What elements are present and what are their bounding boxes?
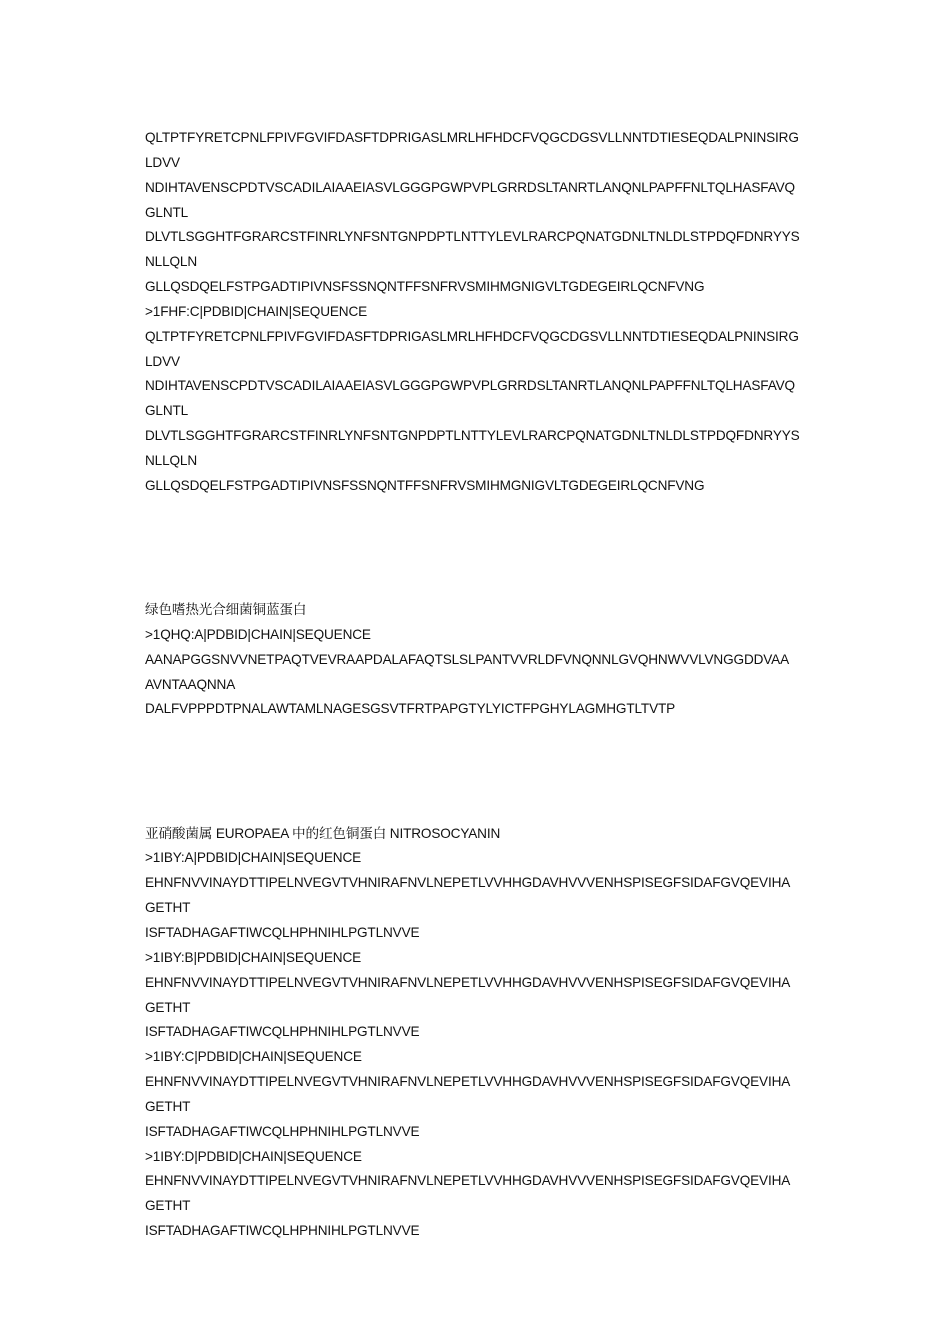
sequence-line: GLLQSDQELFSTPGADTIPIVNSFSSNQNTFFSNFRVSMIHMGNIGVLTGDEGEIRLQCNFVNG — [145, 279, 705, 295]
sequence-line: GLLQSDQELFSTPGADTIPIVNSFSSNQNTFFSNFRVSMIHMGNIGVLTGDEGEIRLQCNFVNG — [145, 477, 705, 493]
fasta-header: >1IBY:C|PDBID|CHAIN|SEQUENCE — [145, 1049, 362, 1065]
sequence-line: DALFVPPPDTPNALAWTAMLNAGESGSVTFRTPAPGTYLYICTFPGHYLAGMHGTLTVTP — [145, 701, 676, 717]
sequence-line: ISFTADHAGAFTIWCQLHPHNIHLPGTLNVVE — [145, 1123, 420, 1139]
sequence-line: ISFTADHAGAFTIWCQLHPHNIHLPGTLNVVE — [145, 1223, 420, 1239]
sequence-line: EHNFNVVINAYDTTIPELNVEGVTVHNIRAFNVLNEPETLVVHHGDAVHVVVENHSPISEGFSIDAFGVQEVIHA — [145, 1173, 791, 1189]
sequence-line: QLTPTFYRETCPNLFPIVFGVIFDASFTDPRIGASLMRLHFHDCFVQGCDGSVLLNNTDTIESEQDALPNINSIRG — [145, 328, 799, 344]
sequence-block-1fhf-c — [145, 300, 845, 499]
sequence-line: DLVTLSGGHTFGRARCSTFINRLYNFSNTGNPDPTLNTTYLEVLRARCPQNATGDNLTNLDLSTPDQFDNRYYS — [145, 428, 800, 444]
section-spacer — [145, 548, 845, 598]
chain-block — [145, 946, 845, 1045]
chain-block — [145, 846, 845, 945]
sequence-line: NLLQLN — [145, 254, 197, 270]
sequence-line: GETHT — [145, 1198, 191, 1214]
sequence-line: EHNFNVVINAYDTTIPELNVEGVTVHNIRAFNVLNEPETLVVHHGDAVHVVVENHSPISEGFSIDAFGVQEVIHA — [145, 974, 791, 990]
section-spacer — [145, 499, 845, 549]
sequence-line: GETHT — [145, 900, 191, 916]
sequence-line: NDIHTAVENSCPDTVSCADILAIAAEIASVLGGGPGWPVPLGRRDSLTANRTLANQNLPAPFFNLTQLHASFAVQ — [145, 378, 795, 394]
fasta-header: >1IBY:A|PDBID|CHAIN|SEQUENCE — [145, 850, 362, 866]
sequence-line: QLTPTFYRETCPNLFPIVFGVIFDASFTDPRIGASLMRLHFHDCFVQGCDGSVLLNNTDTIESEQDALPNINSIRG — [145, 130, 799, 145]
fasta-header: >1FHF:C|PDBID|CHAIN|SEQUENCE — [145, 303, 368, 319]
fasta-header: >1IBY:D|PDBID|CHAIN|SEQUENCE — [145, 1148, 362, 1164]
fasta-header: >1IBY:B|PDBID|CHAIN|SEQUENCE — [145, 949, 362, 965]
sequence-block-1fhf-b — [145, 126, 845, 300]
sequence-line: ISFTADHAGAFTIWCQLHPHNIHLPGTLNVVE — [145, 925, 420, 940]
chain-block — [145, 1045, 845, 1144]
sequence-line: ISFTADHAGAFTIWCQLHPHNIHLPGTLNVVE — [145, 1024, 420, 1040]
sequence-line: EHNFNVVINAYDTTIPELNVEGVTVHNIRAFNVLNEPETLVVHHGDAVHVVVENHSPISEGFSIDAFGVQEVIHA — [145, 1074, 791, 1090]
section-nitrosocyanin — [145, 822, 845, 1244]
document-content — [145, 126, 845, 1244]
section-auracyanin — [145, 598, 845, 722]
sequence-line: EHNFNVVINAYDTTIPELNVEGVTVHNIRAFNVLNEPETLVVHHGDAVHVVVENHSPISEGFSIDAFGVQEVIHA — [145, 875, 791, 891]
sequence-line: LDVV — [145, 353, 180, 369]
section-spacer — [145, 722, 845, 772]
sequence-line: DLVTLSGGHTFGRARCSTFINRLYNFSNTGNPDPTLNTTYLEVLRARCPQNATGDNLTNLDLSTPDQFDNRYYS — [145, 229, 800, 245]
sequence-line: NLLQLN — [145, 452, 197, 468]
sequence-line: GLNTL — [145, 204, 189, 220]
fasta-header: >1QHQ:A|PDBID|CHAIN|SEQUENCE — [145, 626, 371, 642]
sequence-line: GLNTL — [145, 403, 189, 419]
sequence-line: AVNTAAQNNA — [145, 676, 236, 692]
sequence-line: LDVV — [145, 154, 180, 170]
sequence-line: GETHT — [145, 999, 191, 1015]
chain-block — [145, 1145, 845, 1244]
sequence-line: GETHT — [145, 1098, 191, 1114]
sequence-line: NDIHTAVENSCPDTVSCADILAIAAEIASVLGGGPGWPVPLGRRDSLTANRTLANQNLPAPFFNLTQLHASFAVQ — [145, 179, 795, 195]
sequence-line: AANAPGGSNVVNETPAQTVEVRAAPDALAFAQTSLSLPANTVVRLDFVNQNNLGVQHNWVVLVNGGDDVAA — [145, 651, 790, 667]
section-spacer — [145, 772, 845, 822]
section-title: 绿色嗜热光合细菌铜蓝蛋白 — [145, 602, 307, 618]
section-title: 亚硝酸菌属 EUROPAEA 中的红色铜蛋白 NITROSOCYANIN — [145, 825, 501, 841]
